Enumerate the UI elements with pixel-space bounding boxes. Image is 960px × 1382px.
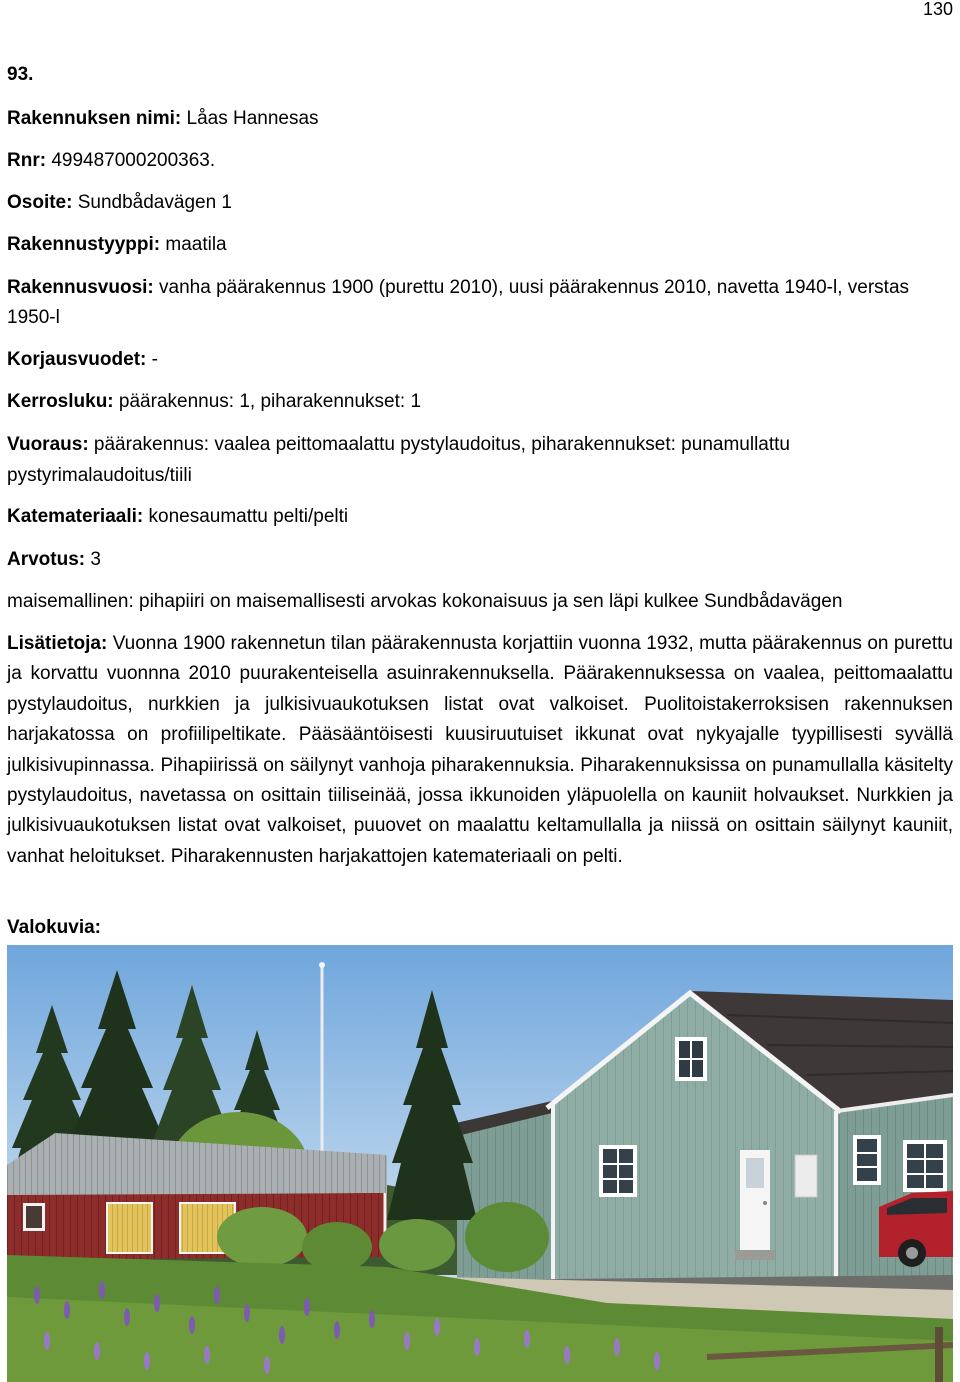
field-value: - bbox=[151, 349, 158, 370]
field-label: Katemateriaali: bbox=[7, 506, 144, 527]
field-value: 499487000200363. bbox=[51, 150, 216, 171]
field-value: päärakennus: 1, piharakennukset: 1 bbox=[118, 391, 422, 412]
house-steps bbox=[735, 1250, 775, 1260]
field-landscape bbox=[7, 587, 953, 617]
photos-label: Valokuvia: bbox=[7, 917, 101, 938]
field-label: Rnr: bbox=[7, 150, 47, 171]
field-label: Rakennuksen nimi: bbox=[7, 108, 182, 129]
field-label: Vuoraus: bbox=[7, 434, 89, 455]
field-address bbox=[7, 188, 953, 218]
house-window bbox=[903, 1140, 947, 1192]
page-number: 130 bbox=[922, 0, 953, 19]
field-value: konesaumattu pelti/pelti bbox=[148, 506, 349, 527]
field-roofing bbox=[7, 502, 953, 532]
field-label: Kerrosluku: bbox=[7, 391, 114, 412]
field-rnr bbox=[7, 146, 953, 176]
field-label: Rakennusvuosi: bbox=[7, 277, 154, 298]
field-value: vanha päärakennus 1900 (purettu 2010), uusi päärakennus 2010, navetta 1940-l, verstas 1950-l bbox=[7, 277, 910, 328]
house-window bbox=[853, 1135, 881, 1185]
field-value: Låas Hannesas bbox=[186, 108, 319, 129]
electric-box bbox=[795, 1155, 817, 1197]
field-value: maatila bbox=[165, 234, 227, 255]
house-door bbox=[740, 1150, 770, 1252]
field-label: Lisätietoja: bbox=[7, 633, 108, 654]
house-window bbox=[675, 1037, 707, 1081]
field-label: Arvotus: bbox=[7, 549, 86, 570]
photos-heading bbox=[7, 913, 953, 943]
barn-door bbox=[107, 1203, 152, 1253]
field-value: päärakennus: vaalea peittomaalattu pystylaudoitus, piharakennukset: punamullattu pystyrimalaudoitus/tiili bbox=[7, 434, 790, 486]
field-rating bbox=[7, 545, 953, 575]
field-notes bbox=[7, 629, 953, 872]
field-repair-years bbox=[7, 345, 953, 375]
field-value: pihapiiri on maisemallisesti arvokas kokonaisuus ja sen läpi kulkee Sundbådavägen bbox=[139, 591, 843, 612]
field-label: Korjausvuodet: bbox=[7, 349, 147, 370]
entry-number-text: 93. bbox=[7, 64, 34, 85]
entry-number bbox=[7, 60, 953, 90]
field-building-type bbox=[7, 230, 953, 260]
field-label: maisemallinen: bbox=[7, 591, 134, 612]
field-building-name bbox=[7, 104, 953, 134]
field-label: Osoite: bbox=[7, 192, 73, 213]
red-car bbox=[879, 1191, 953, 1267]
field-floors bbox=[7, 387, 953, 417]
field-construction-year bbox=[7, 273, 953, 333]
field-cladding bbox=[7, 429, 953, 491]
building-photo bbox=[7, 945, 953, 1382]
field-value: 3 bbox=[90, 549, 101, 570]
field-label: Rakennustyyppi: bbox=[7, 234, 161, 255]
field-value: Vuonna 1900 rakennetun tilan päärakennusta korjattiin vuonna 1932, mutta päärakennus on purettu ja korvattu vuonnna 2010 puurakenteisella asuinrakennuksella. Päärakennuksessa on vaalea, peittomaalattu pystylaudoitus, nurkkien ja julkisivuaukotuksen listat ovat valkoiset. Puolitoistakerroksisen rakennuksen harjakatossa on profiilipeltikate. Pääsääntöisesti kuusiruutuiset ikkunat ovat nykyajalle tyypillisesti syvällä julkisivupinnassa. Pihapiirissä on säilynyt vanhoja piharakennuksia. Piharakennuksissa on punamullalla käsitelty pystylaudoitus, navetassa on osittain tiiliseinää, jossa ikkunoiden yläpuolella on kauniit holvaukset. Nurkkien ja julkisivuaukotuksen listat ovat valkoiset, puuovet on maalattu keltamullalla ja niissä on osittain säilynyt kauniit, vanhat heloitukset. Piharakennusten harjakattojen katemateriaali on pelti. bbox=[7, 633, 953, 867]
field-value: Sundbådavägen 1 bbox=[77, 192, 232, 213]
house-window bbox=[599, 1145, 637, 1197]
